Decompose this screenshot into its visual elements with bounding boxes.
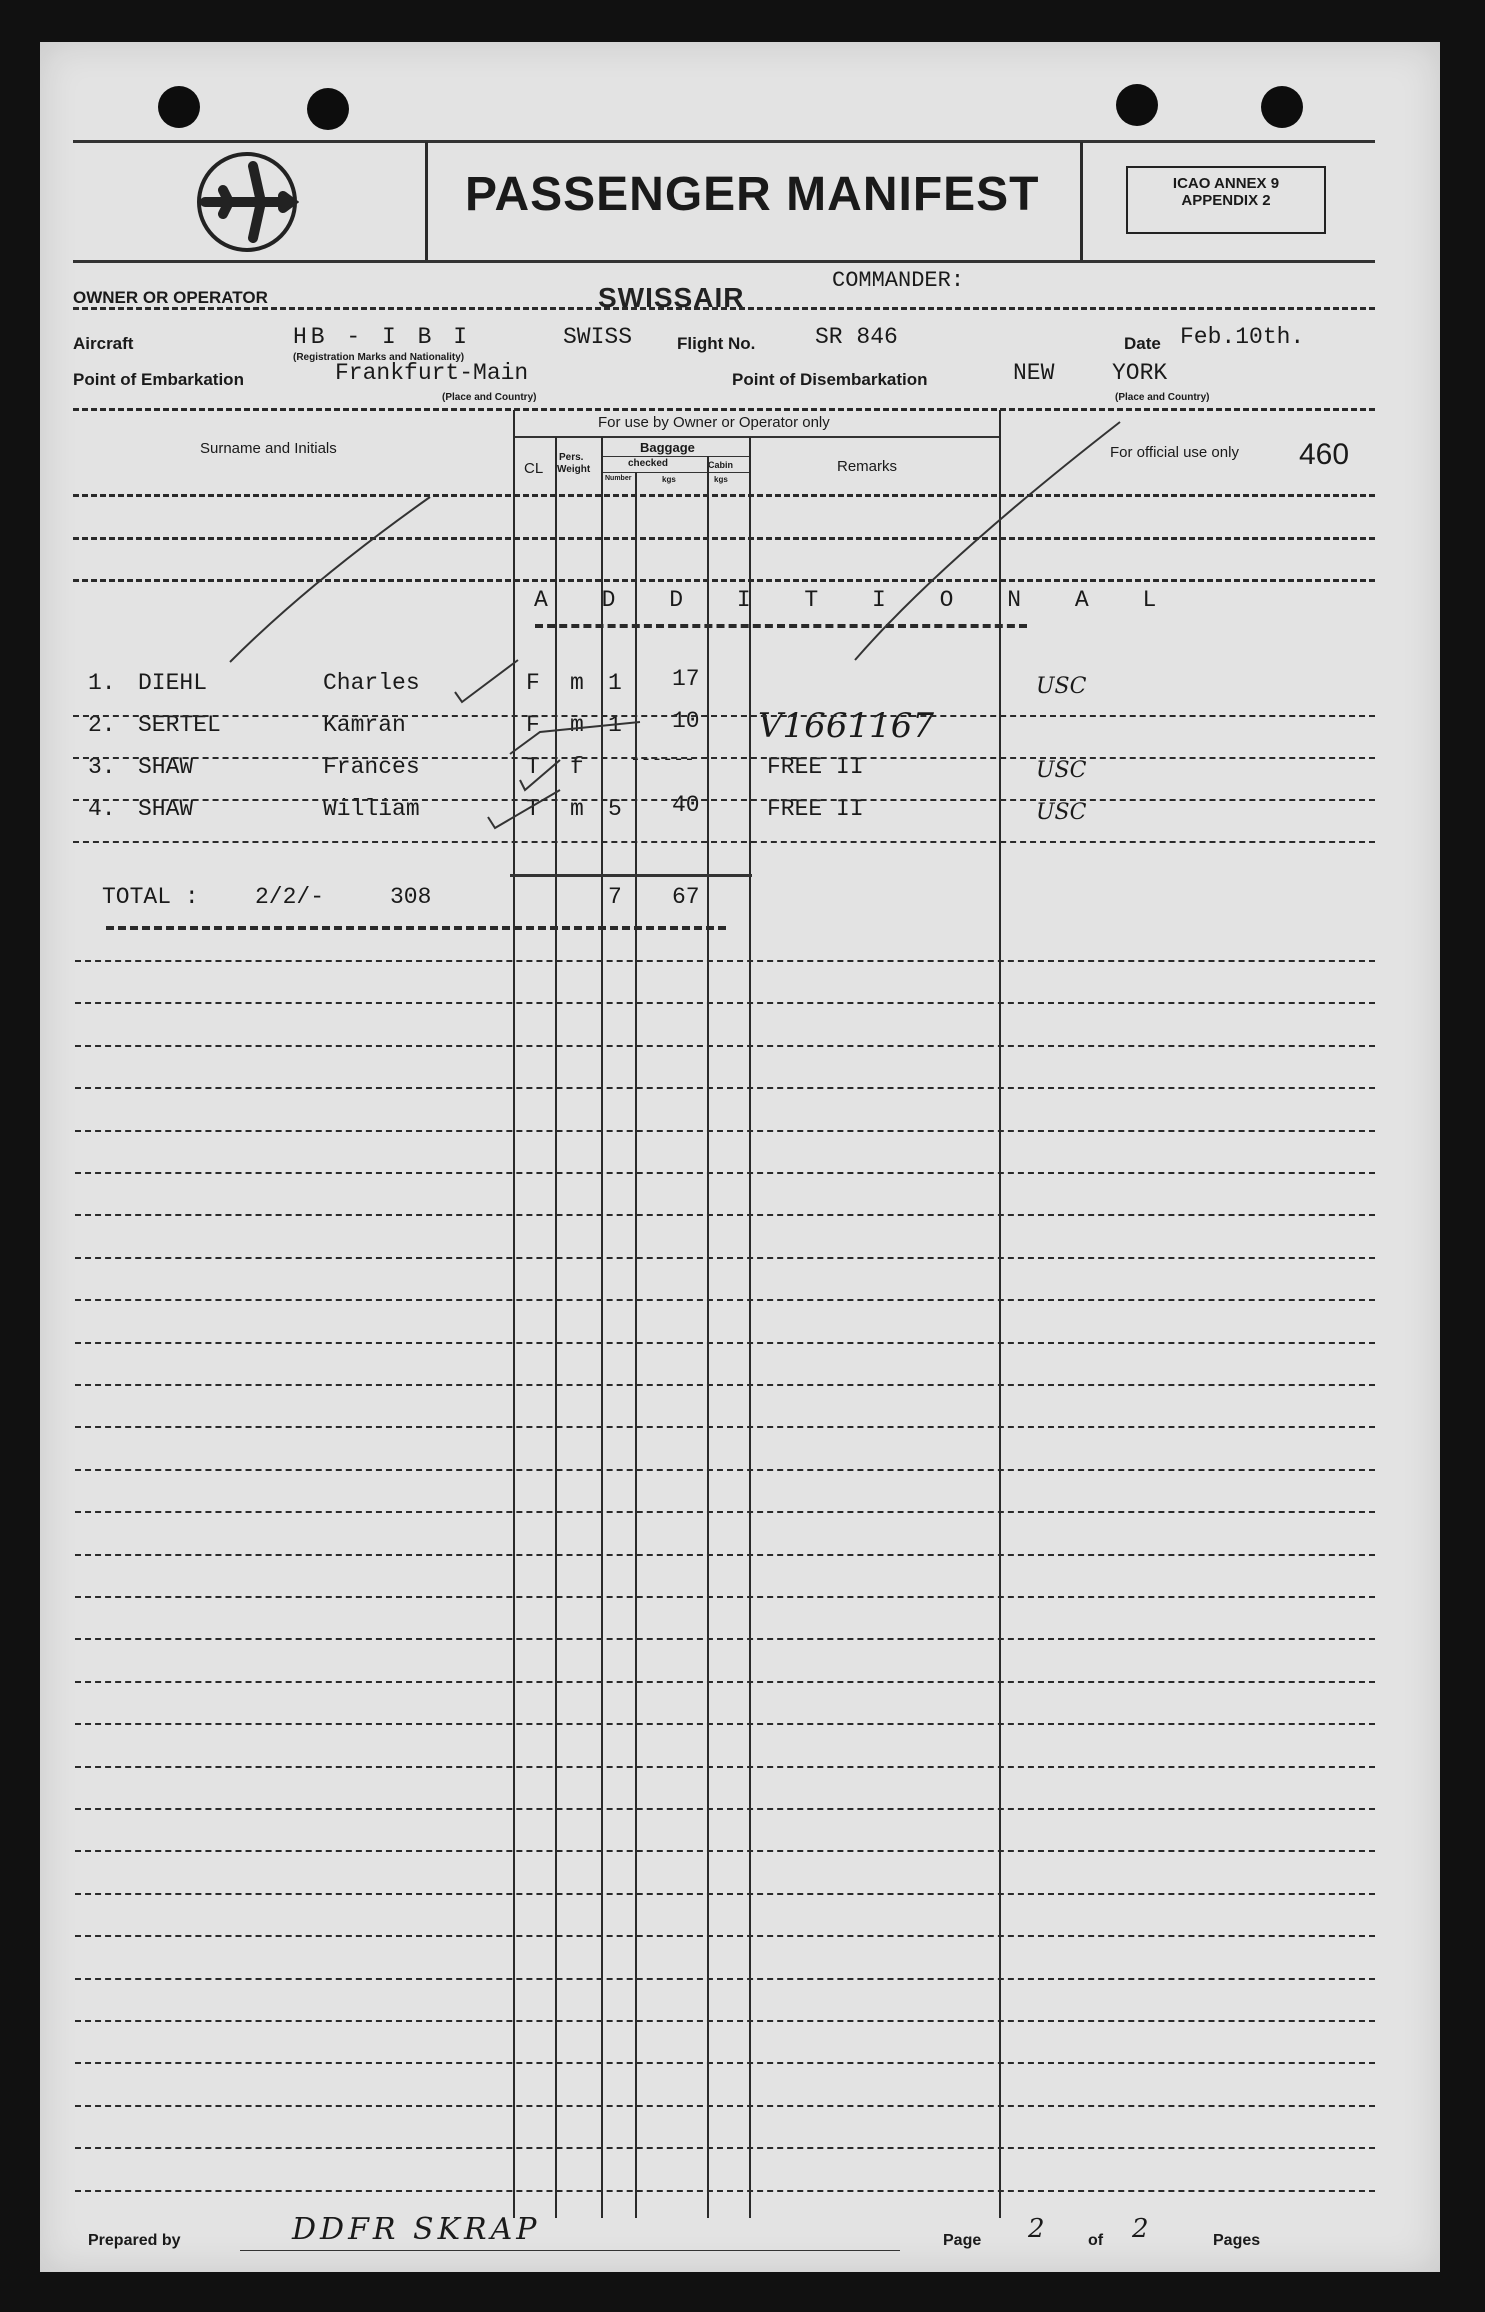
owner-use-header: For use by Owner or Operator only: [598, 414, 830, 431]
blank-form-rule: [75, 1808, 1375, 1810]
row-number: 4.: [88, 796, 116, 822]
additional-header: A D D I T I O N A L: [534, 587, 1177, 613]
blank-form-rule: [75, 2020, 1375, 2022]
total-pieces: 7: [608, 884, 622, 910]
official-number: 460: [1299, 438, 1350, 471]
page-label: Page: [943, 2232, 982, 2249]
blank-form-rule: [75, 1045, 1375, 1047]
blank-form-rule: [75, 1087, 1375, 1089]
blank-form-rule: [75, 1723, 1375, 1725]
owner-label: OWNER OR OPERATOR: [73, 288, 268, 307]
blank-form-rule: [75, 1299, 1375, 1301]
blank-form-rule: [75, 1554, 1375, 1556]
col-cl: CL: [524, 460, 544, 477]
blank-form-rule: [75, 1978, 1375, 1980]
row-official: USC: [1036, 800, 1087, 825]
icao-line: ICAO ANNEX 9: [1172, 175, 1280, 192]
blank-form-rule: [75, 2147, 1375, 2149]
aircraft-note: (Registration Marks and Nationality): [293, 352, 465, 363]
table-rule: [73, 841, 1375, 843]
owner-value: SWISSAIR: [598, 282, 745, 313]
blank-form-rule: [75, 1596, 1375, 1598]
of-label: of: [1088, 2232, 1104, 2249]
embarkation-note: (Place and Country): [442, 392, 537, 403]
disembarkation-label: Point of Disembarkation: [732, 370, 928, 389]
prepared-value: DDFR SKRAP: [292, 2212, 541, 2247]
blank-form-rule: [75, 1257, 1375, 1259]
row-class: T: [526, 796, 540, 822]
row-name: Charles: [323, 670, 420, 696]
row-sex: m: [570, 670, 584, 696]
row-kgs: 10: [672, 708, 700, 734]
blank-form-rule: [75, 2105, 1375, 2107]
flight-value: SR 846: [815, 324, 898, 350]
embarkation-label: Point of Embarkation: [73, 370, 244, 389]
blank-form-rule: [75, 1426, 1375, 1428]
col-official: For official use only: [1110, 444, 1239, 461]
row-remarks: FREE II: [767, 754, 864, 780]
of-value: 2: [1132, 2214, 1149, 2244]
disembarkation-value: NEW: [1013, 360, 1055, 386]
col-remarks: Remarks: [837, 458, 898, 475]
blank-form-rule: [75, 1850, 1375, 1852]
blank-form-rule: [75, 1214, 1375, 1216]
row-class: F: [526, 670, 540, 696]
blank-form-rule: [75, 1893, 1375, 1895]
blank-form-rule: [75, 1511, 1375, 1513]
date-value: Feb.10th.: [1180, 324, 1305, 350]
row-surname: DIEHL: [138, 670, 208, 696]
blank-form-rule: [75, 1384, 1375, 1386]
total-label: TOTAL :: [102, 884, 199, 910]
col-checked: checked: [628, 458, 669, 469]
disembarkation-note: (Place and Country): [1115, 392, 1210, 403]
row-surname: SERTEL: [138, 712, 221, 738]
icao-line: APPENDIX 2: [1181, 192, 1271, 209]
row-pieces: 5: [608, 796, 622, 822]
total-weight: 308: [390, 884, 432, 910]
col-number: Number: [605, 475, 632, 482]
row-remarks: FREE II: [767, 796, 864, 822]
blank-form-rule: [75, 1469, 1375, 1471]
manifest-sheet: [40, 42, 1440, 2272]
blank-form-rule: [75, 1130, 1375, 1132]
checkmark-icon: [40, 42, 1440, 942]
blank-form-rule: [75, 1172, 1375, 1174]
col-cabin: Cabin: [708, 460, 734, 470]
row-name: Frances: [323, 754, 420, 780]
blank-form-rule: [75, 960, 1375, 962]
blank-form-rule: [75, 2190, 1375, 2192]
blank-form-rule: [75, 1638, 1375, 1640]
page-value: 2: [1028, 2214, 1045, 2244]
row-kgs: ------: [630, 750, 695, 770]
date-label: Date: [1124, 334, 1161, 353]
row-number: 3.: [88, 754, 116, 780]
row-class: F: [526, 712, 540, 738]
aircraft-nationality: SWISS: [563, 324, 633, 350]
prepared-rule: [240, 2250, 900, 2251]
blank-form-rule: [75, 1766, 1375, 1768]
row-name: William: [323, 796, 420, 822]
row-official: USC: [1036, 758, 1087, 783]
table-rule: [73, 757, 1375, 759]
table-rule: [73, 799, 1375, 801]
row-number: 1.: [88, 670, 116, 696]
row-kgs: 40: [672, 792, 700, 818]
disembarkation-value: YORK: [1112, 360, 1168, 386]
row-official: USC: [1036, 674, 1087, 699]
col-weight: Weight: [557, 464, 591, 475]
col-baggage: Baggage: [640, 440, 695, 455]
aircraft-label: Aircraft: [73, 334, 134, 353]
commander-label: COMMANDER:: [832, 268, 965, 293]
row-surname: SHAW: [138, 796, 194, 822]
col-kgs: kgs: [662, 475, 676, 484]
table-rule: [73, 715, 1375, 717]
total-pax: 2/2/-: [255, 884, 325, 910]
totals-rule: [510, 874, 752, 877]
row-sex: m: [570, 796, 584, 822]
row-hand-remarks: V1661167: [758, 706, 934, 746]
row-sex: m: [570, 712, 584, 738]
flight-label: Flight No.: [677, 334, 756, 353]
row-pieces: 1: [608, 670, 622, 696]
blank-form-rule: [75, 1002, 1375, 1004]
total-kgs: 67: [672, 884, 700, 910]
prepared-label: Prepared by: [88, 2232, 181, 2249]
row-sex: f: [570, 754, 584, 780]
col-cabin-kgs: kgs: [714, 475, 728, 484]
totals-underline: [106, 926, 726, 930]
embarkation-value: Frankfurt-Main: [335, 360, 529, 386]
page-title: PASSENGER MANIFEST: [465, 168, 1040, 221]
col-weight: Pers.: [559, 452, 584, 463]
row-number: 2.: [88, 712, 116, 738]
blank-form-rule: [75, 1935, 1375, 1937]
aircraft-value: HB - I B I: [293, 324, 472, 350]
row-surname: SHAW: [138, 754, 194, 780]
row-name: Kamran: [323, 712, 406, 738]
col-surname: Surname and Initials: [200, 440, 337, 457]
blank-form-rule: [75, 2062, 1375, 2064]
blank-form-rule: [75, 1342, 1375, 1344]
pages-label: Pages: [1213, 2232, 1261, 2249]
row-pieces: 1: [608, 712, 622, 738]
row-kgs: 17: [672, 666, 700, 692]
blank-form-rule: [75, 1681, 1375, 1683]
row-class: T: [526, 754, 540, 780]
